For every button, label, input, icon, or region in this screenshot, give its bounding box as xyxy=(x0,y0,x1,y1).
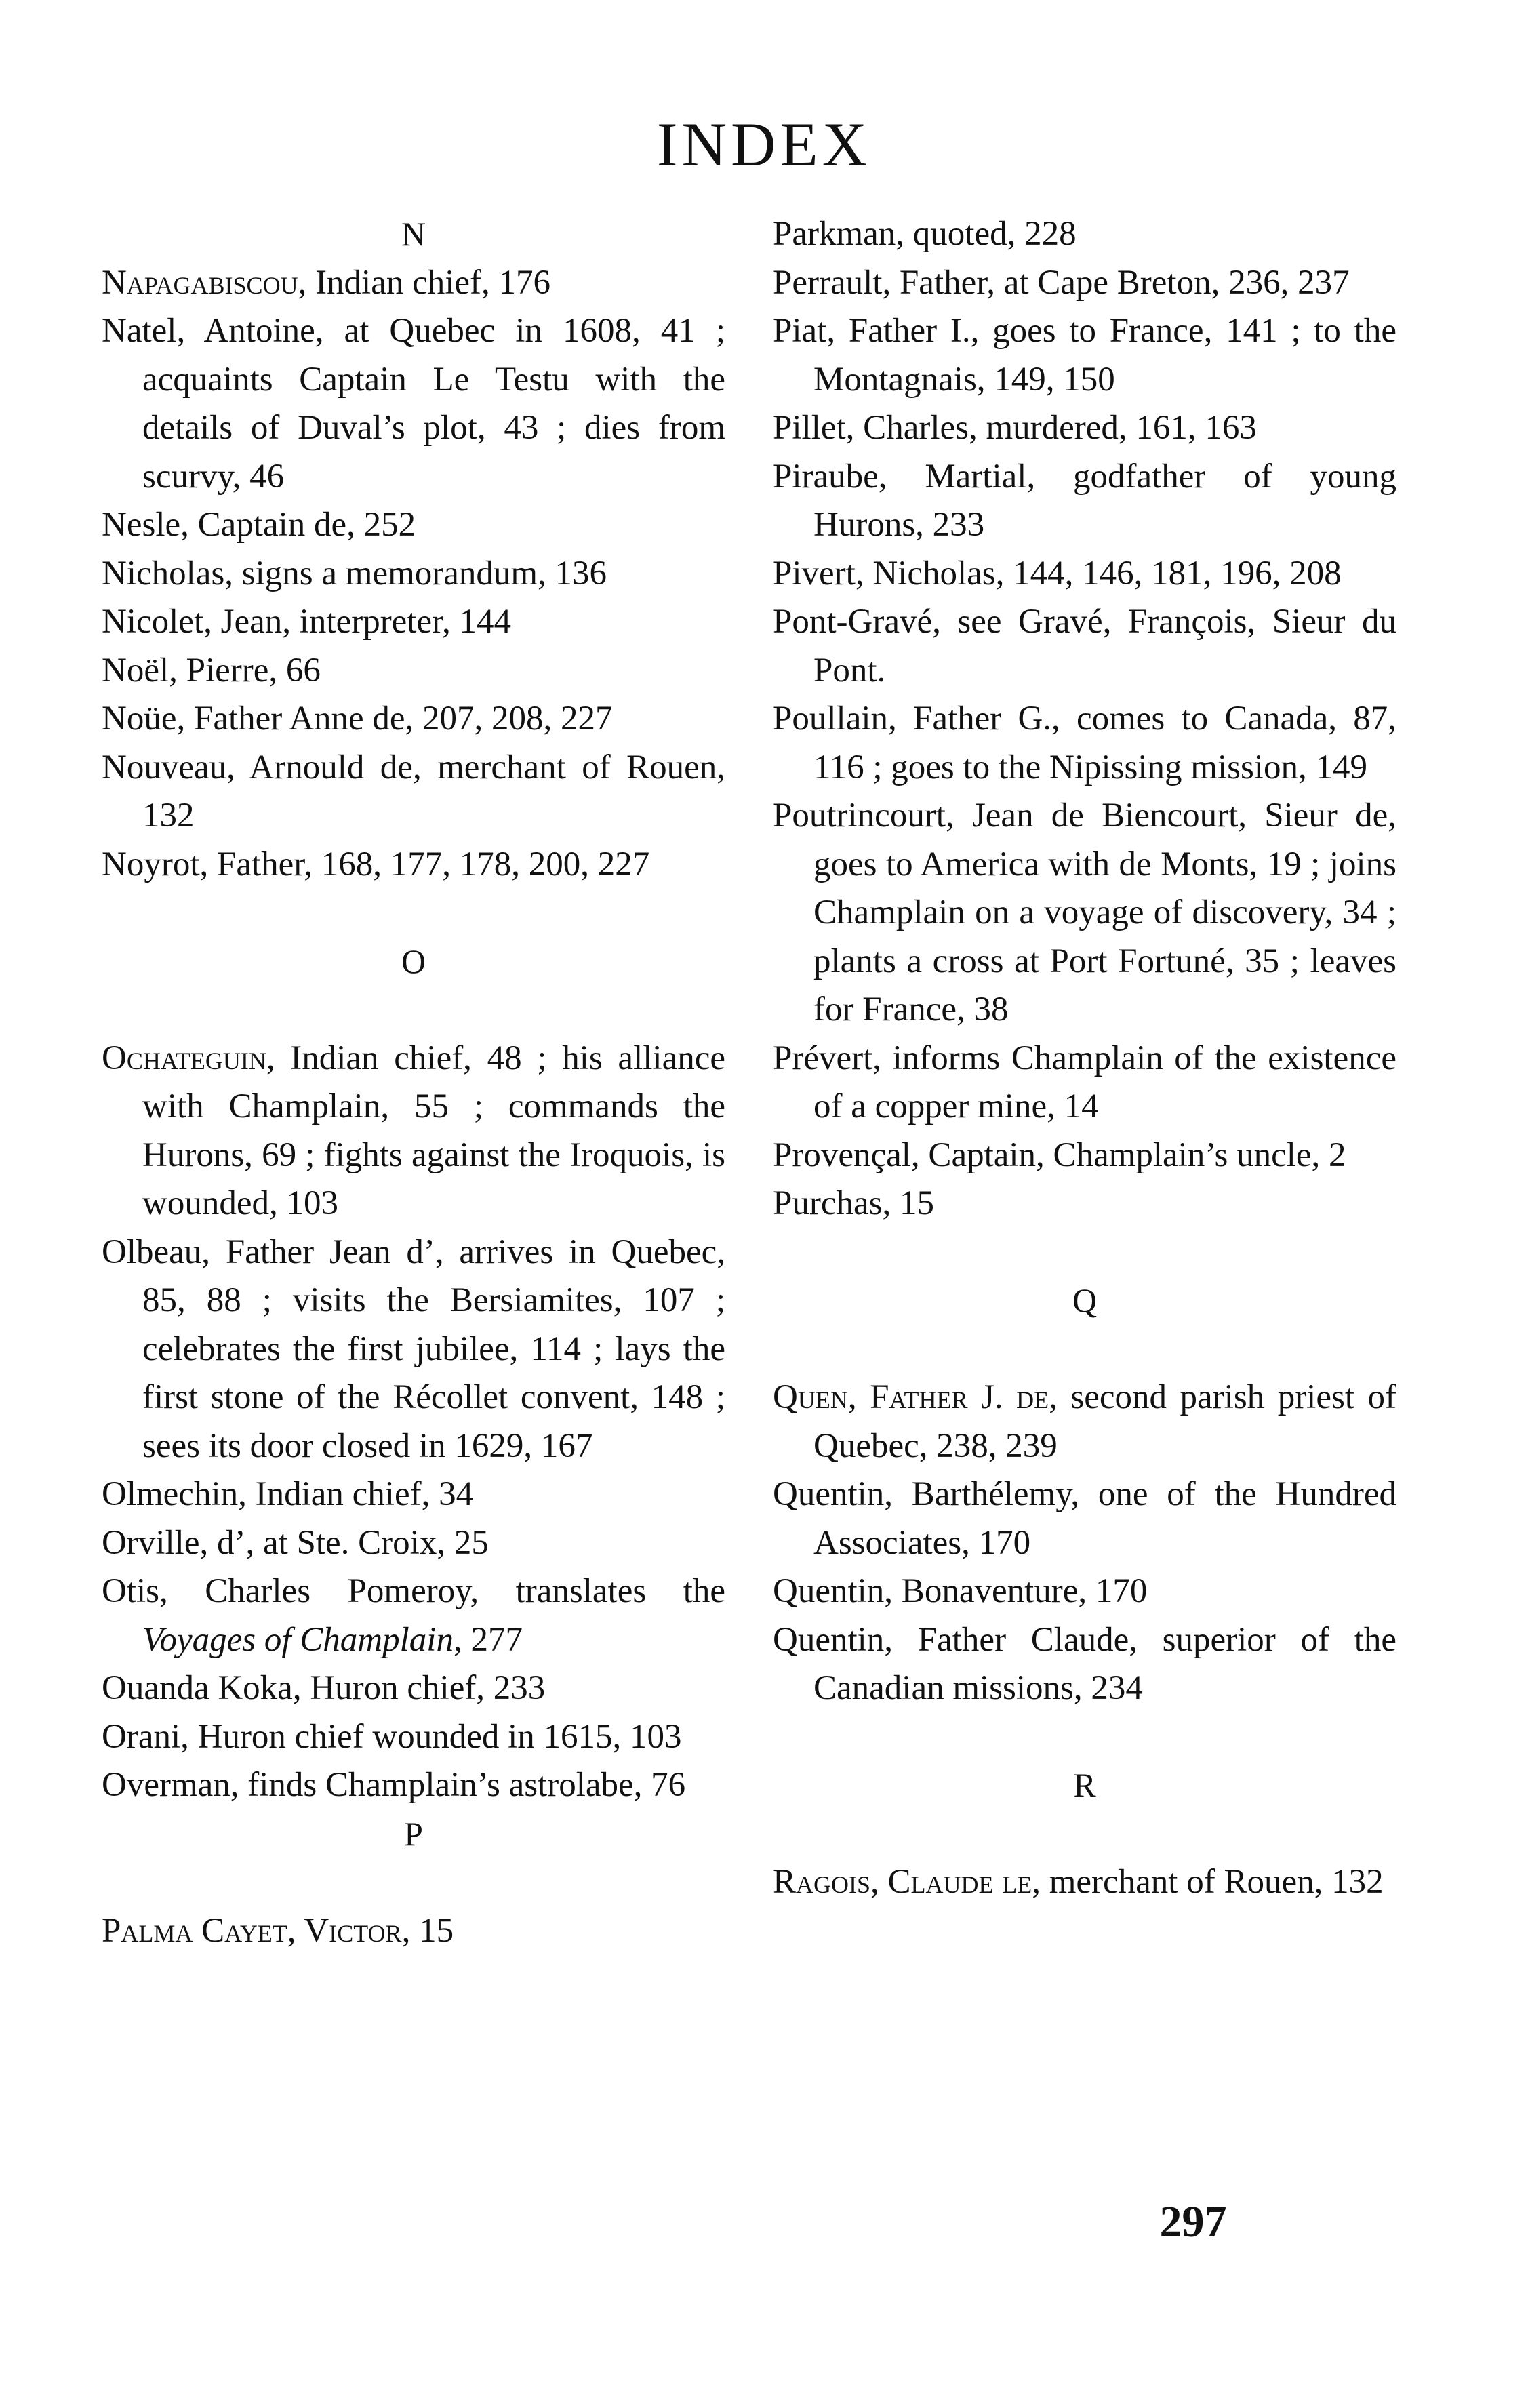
index-entry: Pont-Gravé, see Gravé, François, Sieur du Pont. xyxy=(773,603,1396,689)
entry-text: , Indian chief, 176 xyxy=(298,263,551,302)
entry-text: Otis, Charles Pomeroy, translates the xyxy=(102,1572,725,1610)
index-entry: Natel, Antoine, at Quebec in 1608, 41 ; acquaints Captain Le Testu with the details of Duval’s plot, 43 ; dies from scurvy, 46 xyxy=(102,312,725,496)
index-entry: Piat, Father I., goes to France, 141 ; to the Montagnais, 149, 150 xyxy=(773,312,1396,399)
index-entry: Poullain, Father G., comes to Canada, 87, 116 ; goes to the Nipissing mission, 149 xyxy=(773,700,1396,786)
section-letter-q: Q xyxy=(1072,1281,1098,1319)
index-entry: Poutrincourt, Jean de Biencourt, Sieur de, goes to America with de Monts, 19 ; joins Champlain on a voyage of discovery, 34 ; plants a cross at Port Fortuné, 35 ; leaves for France, 38 xyxy=(773,797,1396,1028)
index-column-right xyxy=(773,210,1396,1907)
entry-text: , second parish priest of Quebec, 238, 239 xyxy=(813,1378,1397,1465)
index-entry: Purchas, 15 xyxy=(773,1184,934,1222)
index-entry: Noüe, Father Anne de, 207, 208, 227 xyxy=(102,700,613,738)
index-entry: Quentin, Father Claude, superior of the Canadian missions, 234 xyxy=(773,1620,1396,1707)
entry-head: Napagabiscou xyxy=(102,263,298,302)
entry-head: Ochateguin xyxy=(102,1039,266,1077)
index-entry: Nesle, Captain de, 252 xyxy=(102,506,416,544)
section-spacer xyxy=(102,889,725,938)
index-entry: Orville, d’, at Ste. Croix, 25 xyxy=(102,1523,489,1562)
section-spacer xyxy=(773,1228,1396,1277)
index-entry: Noël, Pierre, 66 xyxy=(102,651,321,689)
section-spacer xyxy=(773,1713,1396,1762)
entry-text: , merchant of Rouen, 132 xyxy=(1032,1863,1384,1901)
index-entry: Quentin, Bonaventure, 170 xyxy=(773,1572,1148,1610)
index-entry: Pivert, Nicholas, 144, 146, 181, 196, 208 xyxy=(773,554,1342,593)
entry-head: Quen, Father J. de xyxy=(773,1378,1049,1416)
section-spacer xyxy=(773,1810,1396,1859)
index-entry: Ouanda Koka, Huron chief, 233 xyxy=(102,1669,546,1707)
index-entry: Provençal, Captain, Champlain’s uncle, 2 xyxy=(773,1136,1346,1174)
section-letter-r: R xyxy=(1073,1766,1096,1804)
section-letter-n: N xyxy=(401,215,426,253)
index-entry xyxy=(102,259,725,308)
entry-head: Ragois, Claude le xyxy=(773,1863,1032,1901)
index-entry: Prévert, informs Champlain of the existence of a copper mine, 14 xyxy=(773,1039,1396,1125)
page-title: INDEX xyxy=(656,110,872,179)
section-letter-o: O xyxy=(401,942,426,980)
index-entry xyxy=(773,1373,1396,1470)
entry-head: Palma Cayet, Victor xyxy=(102,1911,402,1950)
index-column-left xyxy=(102,210,725,1955)
index-entry xyxy=(102,1035,725,1228)
index-entry: Perrault, Father, at Cape Breton, 236, 237 xyxy=(773,263,1350,302)
section-spacer xyxy=(773,1325,1396,1374)
section-spacer xyxy=(102,986,725,1035)
index-entry: Orani, Huron chief wounded in 1615, 103 xyxy=(102,1717,682,1756)
index-entry xyxy=(102,1567,725,1664)
index-entry: Nouveau, Arnould de, merchant of Rouen, 132 xyxy=(102,748,725,835)
section-letter-p: P xyxy=(404,1814,423,1853)
entry-text: , Indian chief, 48 ; his alliance with Champlain, 55 ; commands the Hurons, 69 ; fights against the Iroquois, is wounded, 103 xyxy=(142,1039,725,1222)
entry-text: , 277 xyxy=(453,1620,523,1659)
index-entry: Olmechin, Indian chief, 34 xyxy=(102,1475,474,1513)
index-entry: Nicolet, Jean, interpreter, 144 xyxy=(102,603,512,641)
book-title: Voyages of Champlain xyxy=(142,1620,454,1659)
index-entry xyxy=(773,1858,1396,1907)
entry-text: , 15 xyxy=(401,1911,454,1950)
index-entry: Parkman, quoted, 228 xyxy=(773,215,1077,253)
page-number: 297 xyxy=(1159,2197,1227,2247)
index-entry xyxy=(102,1907,725,1956)
index-entry: Nicholas, signs a memorandum, 136 xyxy=(102,554,607,593)
index-entry: Noyrot, Father, 168, 177, 178, 200, 227 xyxy=(102,845,650,883)
index-entry: Overman, finds Champlain’s astrolabe, 76 xyxy=(102,1766,686,1804)
section-spacer xyxy=(102,1858,725,1907)
index-entry: Piraube, Martial, godfather of young Hurons, 233 xyxy=(773,457,1396,544)
index-entry: Olbeau, Father Jean d’, arrives in Quebec, 85, 88 ; visits the Bersiamites, 107 ; celebrates the first jubilee, 114 ; lays the first stone of the Récollet convent, 148 ; sees its door closed in 1629, 167 xyxy=(102,1232,725,1465)
index-entry: Quentin, Barthélemy, one of the Hundred Associates, 170 xyxy=(773,1475,1396,1562)
index-entry: Pillet, Charles, murdered, 161, 163 xyxy=(773,409,1257,447)
